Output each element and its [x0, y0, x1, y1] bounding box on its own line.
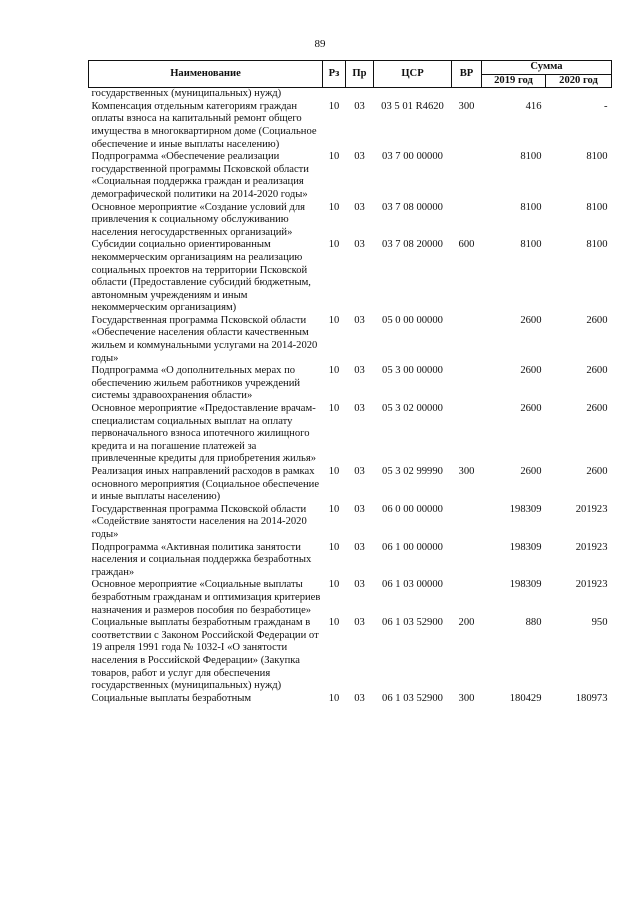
row-csr: 06 1 00 00000: [382, 541, 443, 553]
row-csr: 06 1 03 00000: [382, 579, 443, 591]
row-rz: 10: [328, 579, 340, 591]
row-csr: 06 0 00 00000: [382, 503, 443, 515]
row-sum-2019: 8100: [520, 201, 542, 213]
row-vr: [452, 403, 482, 466]
row-sum-2019: 2600: [520, 466, 542, 477]
row-name: Социальные выплаты безработным гражданам в соответствии с Законом Российской Федерации от 19 апреля 1991 года № 1032-I «О занятости населения в Российской Федерации» (Закупка товаров, работ и услуг для обеспечения государственных (муниципальных) нужд): [91, 617, 319, 692]
row-sum-2020: 8100: [586, 201, 608, 213]
row-name: Реализация иных направлений расходов в рамках основного мероприятия (Социальное обеспечение и иные выплаты населению): [91, 466, 320, 503]
table-body: [89, 88, 612, 706]
row-rz: 10: [328, 239, 340, 251]
header-sum: Сумма: [482, 61, 612, 75]
row-vr: 300: [458, 466, 475, 477]
table-row: [89, 579, 612, 617]
table-row: [89, 504, 612, 542]
table-header: [89, 61, 612, 88]
row-vr: [452, 365, 482, 403]
table-row: [89, 365, 612, 403]
row-pr: 03: [354, 151, 365, 163]
header-csr: ЦСР: [374, 61, 452, 88]
table-row: [89, 403, 612, 466]
row-rz: 10: [328, 541, 340, 553]
row-rz: [323, 88, 346, 101]
row-sum-2019: 8100: [520, 239, 542, 251]
row-name: Основное мероприятие «Предоставление врачам-специалистам социальных выплат на оплату первоначального взноса ипотечного жилищного кредита и на погашение платежей за привлеченные кредиты для приобретения жилья»: [91, 403, 317, 465]
row-name: Субсидии социально ориентированным некоммерческим организациям на реализацию социальных проектов на территории Псковской области (Предоставление субсидий бюджетным, автономным учреждениям и иным некоммерческим организациям): [91, 239, 311, 314]
row-csr: 06 1 03 52900: [382, 617, 443, 629]
row-vr: [452, 151, 482, 201]
row-sum-2020: 180973: [575, 692, 608, 704]
row-sum-2019: 880: [525, 617, 542, 629]
row-pr: 03: [354, 617, 365, 629]
row-pr: 03: [354, 365, 365, 377]
row-csr: 05 3 02 99990: [382, 466, 443, 477]
table-row: [89, 693, 612, 706]
row-name: Подпрограмма «О дополнительных мерах по обеспечению жильем работников учреждений системы здравоохранения области»: [91, 365, 301, 402]
table-row: [89, 617, 612, 693]
row-sum-2019: 198309: [509, 579, 542, 591]
row-sum-2020: 2600: [586, 403, 608, 415]
row-pr: 03: [354, 403, 365, 415]
row-name: Компенсация отдельным категориям граждан оплаты взноса на капитальный ремонт общего имущества в многоквартирном доме (Социальное обеспечение и иные выплаты населению): [91, 100, 317, 150]
row-pr: 03: [354, 201, 365, 213]
row-sum-2020: 8100: [586, 151, 608, 163]
table-row: [89, 466, 612, 504]
header-rz: Рз: [323, 61, 346, 88]
row-name: Основное мероприятие «Создание условий для привлечения к социальному обслуживанию населения негосударственных организаций»: [91, 201, 305, 238]
row-sum-2019: 180429: [509, 692, 542, 704]
row-vr: 200: [458, 617, 475, 629]
row-csr: 03 7 00 00000: [382, 151, 443, 163]
row-rz: 10: [328, 100, 340, 112]
row-vr: 300: [458, 100, 475, 112]
row-sum-2020: [546, 88, 612, 101]
row-csr: 05 3 00 00000: [382, 365, 443, 377]
table-row: [89, 315, 612, 365]
row-pr: 03: [354, 100, 365, 112]
row-csr: 06 1 03 52900: [382, 692, 443, 704]
row-name: Социальные выплаты безработным: [91, 692, 252, 704]
row-csr: 03 5 01 R4620: [381, 100, 444, 112]
row-sum-2019: 2600: [520, 314, 542, 326]
header-vr: ВР: [452, 61, 482, 88]
row-name: Подпрограмма «Обеспечение реализации государственной программы Псковской области «Социальная поддержка граждан и реализация демографической политики на 2014-2020 годы»: [91, 151, 309, 200]
row-name: Подпрограмма «Активная политика занятости населения и социальная поддержка безработных граждан»: [91, 541, 312, 578]
row-rz: 10: [328, 466, 340, 477]
row-rz: 10: [328, 314, 340, 326]
row-pr: 03: [354, 541, 365, 553]
row-vr: 600: [458, 239, 475, 251]
row-name: государственных (муниципальных) нужд): [91, 88, 282, 100]
row-rz: 10: [328, 692, 340, 704]
row-pr: 03: [354, 314, 365, 326]
table-row: [89, 239, 612, 315]
row-sum-2020: 2600: [586, 314, 608, 326]
row-csr: 05 3 02 00000: [382, 403, 443, 415]
row-sum-2019: 2600: [520, 403, 542, 415]
row-name: Основное мероприятие «Социальные выплаты безработным гражданам и оптимизация критериев назначения и размеров пособия по безработице»: [91, 579, 321, 616]
row-pr: 03: [354, 579, 365, 591]
row-name: Государственная программа Псковской области «Обеспечение населения области качественным жильем и коммунальными услугами на 2014-2020 годы»: [91, 314, 318, 364]
row-vr: [452, 315, 482, 365]
row-pr: 03: [354, 503, 365, 515]
row-csr: 05 0 00 00000: [382, 314, 443, 326]
row-sum-2019: 198309: [509, 503, 542, 515]
row-rz: 10: [328, 503, 340, 515]
table-row: [89, 101, 612, 151]
row-vr: [452, 88, 482, 101]
row-vr: [452, 579, 482, 617]
row-csr: [374, 88, 452, 101]
row-csr: 03 7 08 20000: [382, 239, 443, 251]
row-sum-2019: 416: [525, 100, 542, 112]
row-sum-2019: [482, 88, 546, 101]
row-vr: [452, 542, 482, 580]
table-row: [89, 542, 612, 580]
row-sum-2020: 201923: [575, 503, 608, 515]
row-name: Государственная программа Псковской области «Содействие занятости населения на 2014-2020 годы»: [91, 503, 307, 540]
row-sum-2019: 198309: [509, 541, 542, 553]
row-sum-2020: 8100: [586, 239, 608, 251]
table-row: [89, 202, 612, 240]
row-pr: 03: [354, 466, 365, 477]
row-sum-2020: 2600: [586, 365, 608, 377]
row-rz: 10: [328, 365, 340, 377]
row-rz: 10: [328, 201, 340, 213]
row-rz: 10: [328, 617, 340, 629]
table-row: [89, 88, 612, 101]
row-pr: 03: [354, 692, 365, 704]
page-number: 89: [314, 38, 326, 50]
row-rz: 10: [328, 403, 340, 415]
row-vr: [452, 504, 482, 542]
row-pr: [346, 88, 374, 101]
table-row: [89, 151, 612, 201]
row-sum-2019: 8100: [520, 151, 542, 163]
budget-table: [88, 60, 612, 705]
row-csr: 03 7 08 00000: [382, 201, 443, 213]
row-vr: [452, 202, 482, 240]
row-sum-2020: 201923: [575, 541, 608, 553]
header-pr: Пр: [346, 61, 374, 88]
row-sum-2020: 2600: [586, 466, 608, 477]
header-name: Наименование: [89, 61, 323, 88]
row-sum-2020: 201923: [575, 579, 608, 591]
header-year-2019: 2019 год: [482, 74, 546, 88]
row-sum-2020: -: [603, 100, 608, 112]
row-rz: 10: [328, 151, 340, 163]
row-sum-2019: 2600: [520, 365, 542, 377]
row-sum-2020: 950: [591, 617, 608, 629]
header-year-2020: 2020 год: [546, 74, 612, 88]
row-vr: 300: [458, 692, 475, 704]
row-pr: 03: [354, 239, 365, 251]
